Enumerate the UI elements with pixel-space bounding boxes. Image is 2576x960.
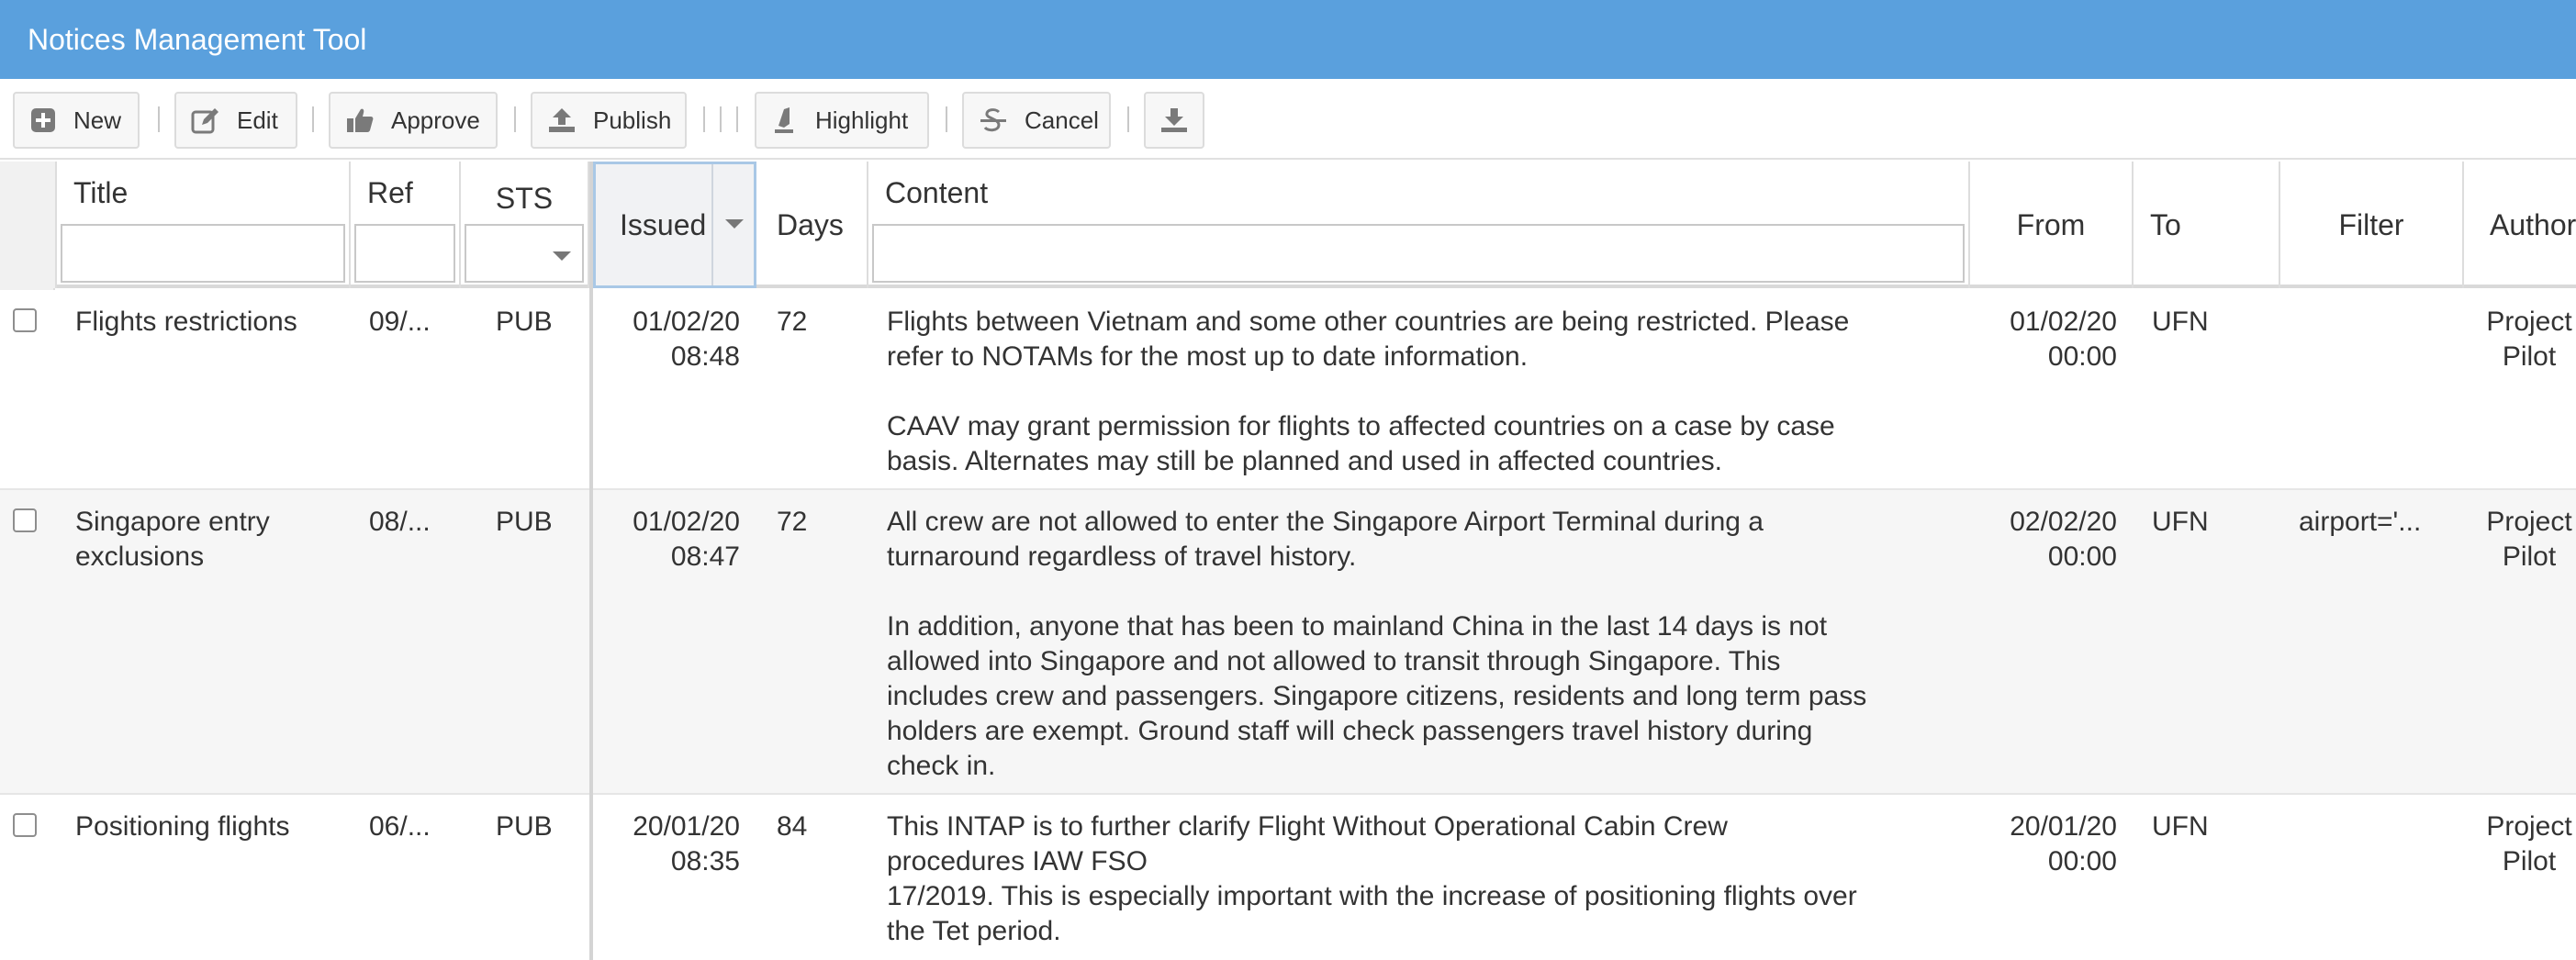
content-line-blank bbox=[887, 575, 1966, 609]
row-content bbox=[887, 809, 1966, 949]
strikethrough-icon bbox=[979, 105, 1008, 136]
column-to[interactable] bbox=[2134, 162, 2280, 288]
select-all-header bbox=[0, 162, 57, 288]
row-from-date: 20/01/20 bbox=[2010, 811, 2117, 842]
content-line: turnaround regardless of travel history. bbox=[887, 541, 1357, 572]
row-from bbox=[1974, 305, 2117, 374]
row-author-line: Pilot bbox=[2502, 846, 2557, 876]
row-issued bbox=[597, 809, 740, 879]
column-author[interactable] bbox=[2464, 162, 2576, 288]
content-filter-input[interactable] bbox=[872, 224, 1965, 283]
row-content bbox=[887, 505, 1966, 784]
column-sts-label: STS bbox=[495, 182, 554, 215]
content-line: basis. Alternates may still be planned and used in affected countries. bbox=[887, 446, 1723, 476]
row-to: UFN bbox=[2152, 507, 2209, 537]
row-author bbox=[2479, 505, 2576, 575]
column-ref-label: Ref bbox=[367, 176, 413, 209]
plus-square-icon bbox=[29, 105, 57, 136]
column-content-label: Content bbox=[885, 176, 989, 209]
content-line: refer to NOTAMs for the most up to date information. bbox=[887, 341, 1529, 372]
row-issued-time: 08:48 bbox=[670, 341, 740, 372]
row-sts: PUB bbox=[496, 811, 553, 842]
row-to: UFN bbox=[2152, 307, 2209, 337]
content-line: All crew are not allowed to enter the Singapore Airport Terminal during a bbox=[887, 507, 1764, 537]
content-line: CAAV may grant permission for flights to affected countries on a case by case bbox=[887, 411, 1835, 441]
toolbar-divider bbox=[946, 106, 947, 132]
column-content[interactable] bbox=[868, 162, 1970, 288]
highlighter-icon bbox=[771, 105, 799, 136]
column-filter-label: Filter bbox=[2338, 208, 2404, 241]
row-issued-time: 08:47 bbox=[670, 541, 740, 572]
row-from-time: 00:00 bbox=[2047, 846, 2117, 876]
column-days[interactable] bbox=[756, 162, 868, 288]
toolbar-divider bbox=[736, 106, 738, 132]
chevron-down-icon bbox=[725, 219, 744, 229]
cancel-button[interactable] bbox=[962, 92, 1111, 149]
toolbar-divider bbox=[514, 106, 516, 132]
row-issued-date: 01/02/20 bbox=[633, 307, 740, 337]
toolbar-divider bbox=[312, 106, 314, 132]
notices-grid bbox=[0, 162, 2576, 960]
upload-icon bbox=[547, 105, 577, 136]
approve-button-label: Approve bbox=[391, 106, 480, 134]
row-issued bbox=[597, 305, 740, 374]
column-filter[interactable] bbox=[2280, 162, 2464, 288]
row-issued-date: 20/01/20 bbox=[633, 811, 740, 842]
row-content bbox=[887, 305, 1966, 479]
content-line: allowed into Singapore and not allowed to transit through Singapore. This bbox=[887, 646, 1781, 676]
row-from-time: 00:00 bbox=[2047, 341, 2117, 372]
thumbs-up-icon bbox=[345, 105, 375, 136]
table-row[interactable] bbox=[0, 290, 2576, 490]
row-to: UFN bbox=[2152, 811, 2209, 842]
new-button-label: New bbox=[73, 106, 122, 134]
column-title-label: Title bbox=[73, 176, 129, 209]
row-title-line: Singapore entry bbox=[75, 507, 270, 537]
cancel-button-label: Cancel bbox=[1025, 106, 1099, 134]
highlight-button[interactable] bbox=[755, 92, 929, 149]
title-filter-input[interactable] bbox=[61, 224, 345, 283]
row-author bbox=[2479, 809, 2576, 879]
edit-button[interactable] bbox=[174, 92, 297, 149]
pencil-square-icon bbox=[191, 105, 220, 136]
row-ref: 06/... bbox=[369, 811, 431, 842]
column-from-label: From bbox=[2016, 208, 2086, 241]
row-author bbox=[2479, 305, 2576, 374]
ref-filter-input[interactable] bbox=[354, 224, 455, 283]
grid-header bbox=[0, 162, 2576, 288]
column-ref[interactable] bbox=[351, 162, 461, 288]
row-author-line: Pilot bbox=[2502, 541, 2557, 572]
row-from-date: 01/02/20 bbox=[2010, 307, 2117, 337]
column-title[interactable] bbox=[57, 162, 351, 288]
row-checkbox[interactable] bbox=[13, 508, 37, 532]
row-checkbox[interactable] bbox=[13, 813, 37, 837]
row-issued bbox=[597, 505, 740, 575]
row-title: Flights restrictions bbox=[75, 307, 297, 337]
row-from bbox=[1974, 809, 2117, 879]
toolbar-divider bbox=[158, 106, 160, 132]
row-ref: 09/... bbox=[369, 307, 431, 337]
download-icon bbox=[1159, 105, 1190, 136]
chevron-down-icon bbox=[553, 251, 571, 261]
row-filter: airport='... bbox=[2299, 507, 2422, 537]
row-days: 72 bbox=[777, 307, 808, 337]
content-line: procedures IAW FSO bbox=[887, 846, 1148, 876]
download-button[interactable] bbox=[1144, 92, 1204, 149]
content-line-blank bbox=[887, 374, 1966, 409]
content-line: holders are exempt. Ground staff will check passengers travel history during bbox=[887, 716, 1813, 746]
content-line: Flights between Vietnam and some other countries are being restricted. Please bbox=[887, 307, 1850, 337]
app-title-bar bbox=[0, 0, 2576, 79]
row-author-line: Pilot bbox=[2502, 341, 2557, 372]
row-title bbox=[75, 505, 347, 575]
publish-button[interactable] bbox=[531, 92, 687, 149]
row-ref: 08/... bbox=[369, 507, 431, 537]
row-sts: PUB bbox=[496, 307, 553, 337]
toolbar bbox=[0, 79, 2576, 160]
column-author-label: Author bbox=[2490, 208, 2576, 241]
app-title: Notices Management Tool bbox=[28, 23, 367, 56]
row-from-date: 02/02/20 bbox=[2010, 507, 2117, 537]
publish-button-label: Publish bbox=[593, 106, 672, 134]
edit-button-label: Edit bbox=[237, 106, 278, 134]
new-button[interactable] bbox=[13, 92, 140, 149]
row-title: Positioning flights bbox=[75, 811, 290, 842]
table-row[interactable] bbox=[0, 490, 2576, 795]
row-title-line: exclusions bbox=[75, 541, 205, 572]
column-sts[interactable] bbox=[461, 162, 589, 288]
content-line: includes crew and passengers. Singapore citizens, residents and long term pass bbox=[887, 681, 1867, 711]
row-author-line: Project bbox=[2486, 307, 2572, 337]
content-line: the Tet period. bbox=[887, 916, 1061, 946]
issued-sort-dropdown[interactable] bbox=[711, 164, 754, 285]
row-issued-date: 01/02/20 bbox=[633, 507, 740, 537]
row-days: 84 bbox=[777, 811, 808, 842]
content-line: This INTAP is to further clarify Flight Without Operational Cabin Crew bbox=[887, 811, 1728, 842]
row-author-line: Project bbox=[2486, 507, 2572, 537]
row-days: 72 bbox=[777, 507, 808, 537]
row-from-time: 00:00 bbox=[2047, 541, 2117, 572]
pinned-columns-divider bbox=[589, 162, 593, 960]
row-checkbox[interactable] bbox=[13, 308, 37, 332]
column-issued-label: Issued bbox=[620, 208, 707, 241]
table-row[interactable] bbox=[0, 795, 2576, 960]
column-to-label: To bbox=[2150, 208, 2181, 241]
content-line: In addition, anyone that has been to mainland China in the last 14 days is not bbox=[887, 611, 1828, 642]
column-issued[interactable] bbox=[593, 162, 756, 288]
highlight-button-label: Highlight bbox=[815, 106, 909, 134]
content-line: check in. bbox=[887, 751, 996, 781]
toolbar-divider bbox=[1127, 106, 1129, 132]
approve-button[interactable] bbox=[329, 92, 498, 149]
row-author-line: Project bbox=[2486, 811, 2572, 842]
toolbar-divider bbox=[720, 106, 722, 132]
column-days-label: Days bbox=[777, 208, 844, 241]
toolbar-divider bbox=[703, 106, 705, 132]
column-from[interactable] bbox=[1970, 162, 2134, 288]
row-sts: PUB bbox=[496, 507, 553, 537]
row-from bbox=[1974, 505, 2117, 575]
row-issued-time: 08:35 bbox=[670, 846, 740, 876]
content-line: 17/2019. This is especially important with the increase of positioning flights over bbox=[887, 881, 1857, 911]
